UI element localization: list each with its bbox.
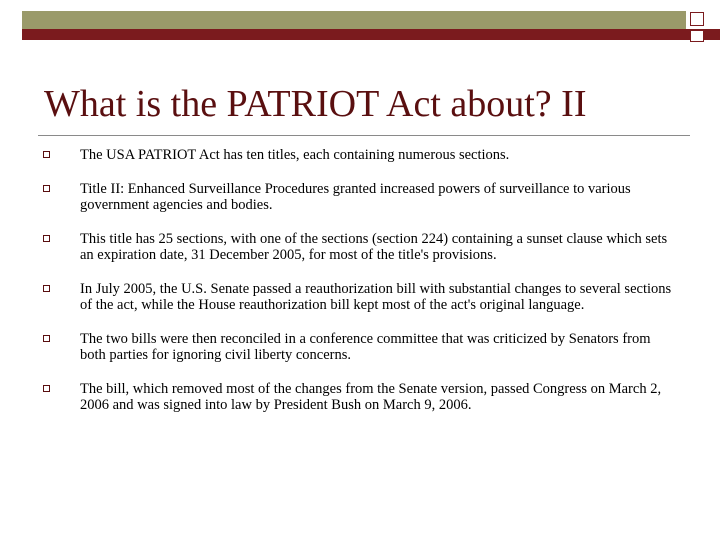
square-bullet-icon	[43, 385, 50, 392]
bullet-list	[38, 147, 678, 431]
bullet-item	[38, 281, 678, 314]
bullet-item	[38, 147, 678, 164]
square-bullet-icon	[43, 151, 50, 158]
header-bar-maroon	[22, 29, 720, 40]
header-bar-olive	[22, 11, 686, 29]
bullet-text: The bill, which removed most of the changes from the Senate version, passed Congress on March 2, 2006 and was signed into law by President Bush on March 9, 2006.	[80, 380, 662, 413]
bullet-item	[38, 181, 678, 214]
slide-title: What is the PATRIOT Act about? II	[44, 83, 587, 125]
bullet-text: This title has 25 sections, with one of the sections (section 224) containing a sunset clause which sets an expiration date, 31 December 2005, for most of the title's provisions.	[80, 230, 668, 263]
square-bullet-icon	[43, 285, 50, 292]
decorative-square-top	[690, 12, 704, 26]
bullet-item	[38, 381, 678, 414]
square-bullet-icon	[43, 185, 50, 192]
decorative-square-bottom	[690, 30, 704, 42]
square-bullet-icon	[43, 335, 50, 342]
bullet-text: The two bills were then reconciled in a conference committee that was criticized by Senators from both parties for ignoring civil liberty concerns.	[80, 330, 651, 363]
bullet-text: In July 2005, the U.S. Senate passed a reauthorization bill with substantial changes to several sections of the act, while the House reauthorization bill kept most of the act's original language.	[80, 280, 672, 313]
bullet-text: The USA PATRIOT Act has ten titles, each containing numerous sections.	[80, 147, 510, 163]
bullet-text: Title II: Enhanced Surveillance Procedures granted increased powers of surveillance to various government agencies and bodies.	[80, 180, 631, 213]
bullet-item	[38, 231, 678, 264]
title-divider	[38, 135, 690, 136]
bullet-item	[38, 331, 678, 364]
square-bullet-icon	[43, 235, 50, 242]
